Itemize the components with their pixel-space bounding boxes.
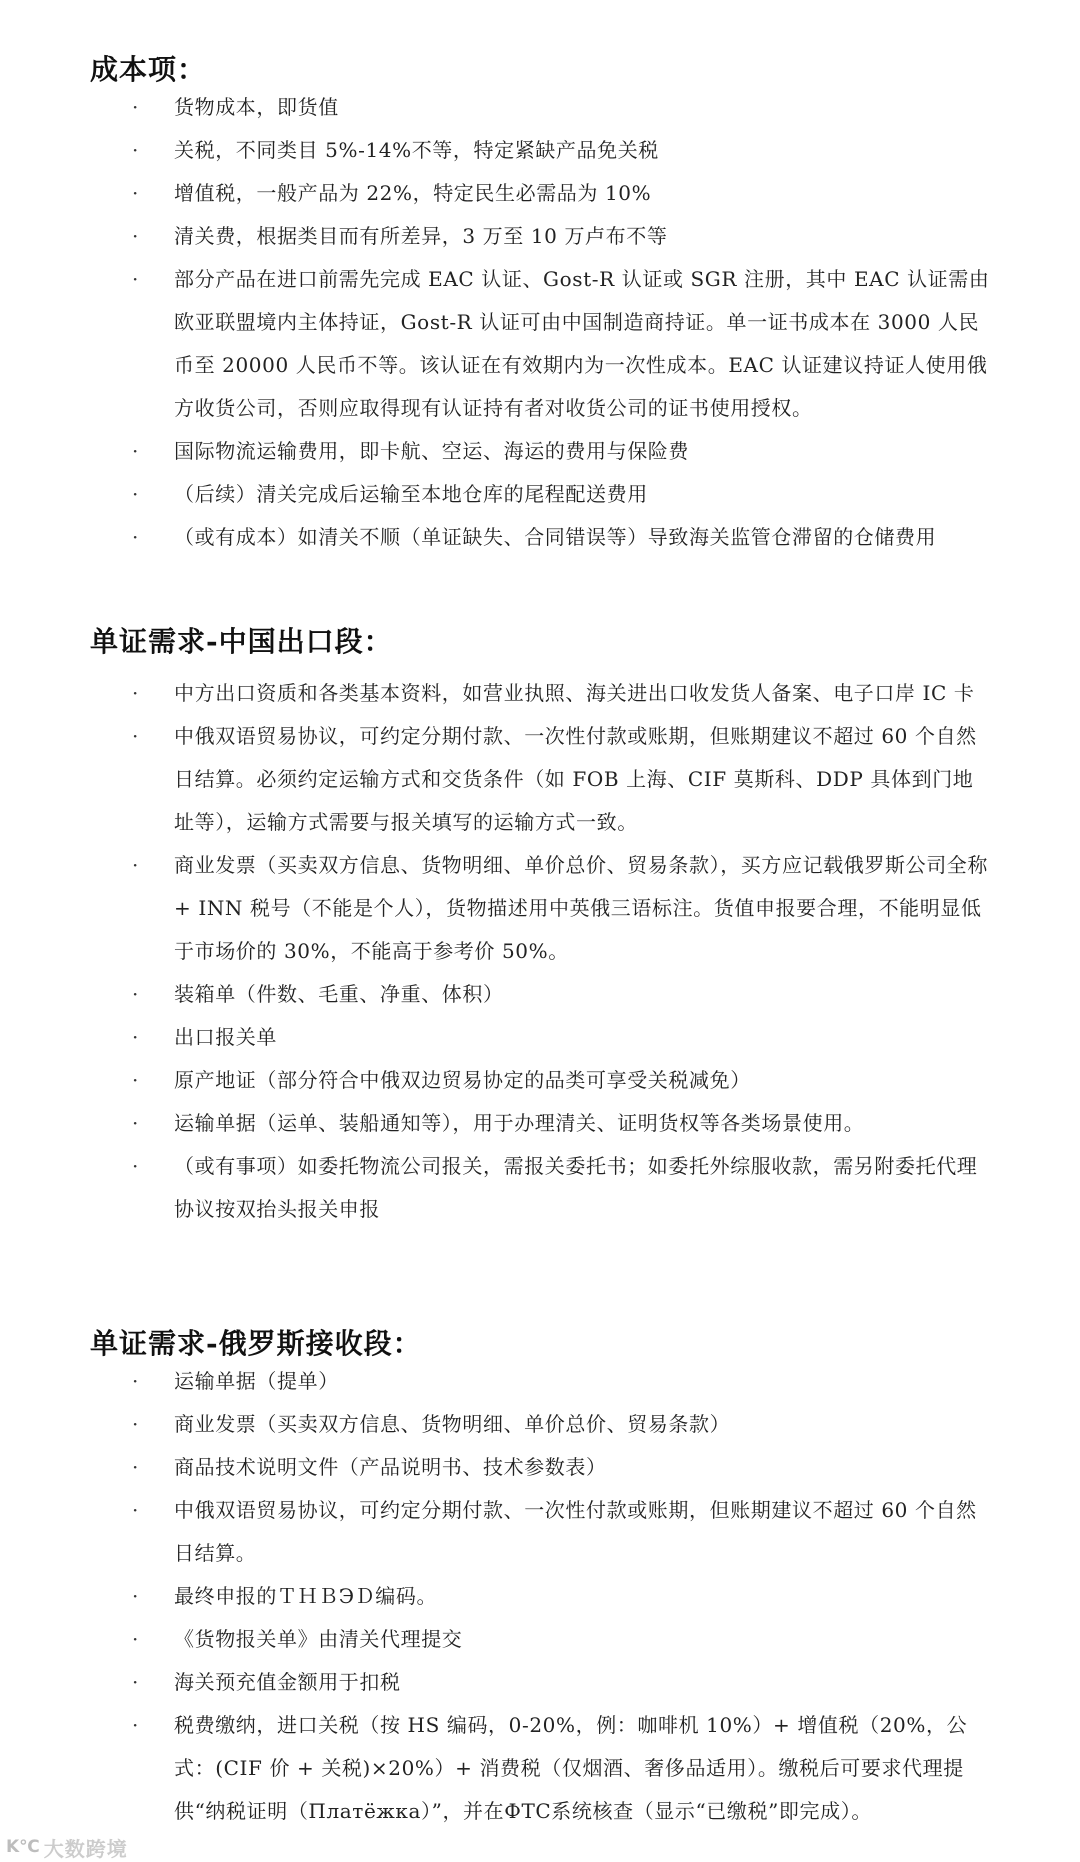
list-item: · 最终申报的ＴＨＢЭＤ编码。	[0, 1575, 1080, 1618]
list-item: · 商品技术说明文件（产品说明书、技术参数表）	[0, 1446, 1080, 1489]
list-item: · 海关预充值金额用于扣税	[0, 1661, 1080, 1704]
bullet-icon: ·	[132, 1111, 139, 1135]
list-item: · 运输单据（运单、装船通知等），用于办理清关、证明货权等各类场景使用。	[0, 1102, 1080, 1145]
bullet-icon: ·	[132, 1068, 139, 1092]
bullet-icon: ·	[132, 681, 139, 705]
section-heading-china-export-docs: 单证需求-中国出口段：	[90, 625, 393, 658]
bullet-icon: ·	[132, 482, 139, 506]
bullet-icon: ·	[132, 1412, 139, 1436]
watermark-logo-icon: K℃	[6, 1837, 40, 1857]
list-item: · 清关费，根据类目而有所差异，3 万至 10 万卢布不等	[0, 215, 1080, 258]
list-item: · 国际物流运输费用，即卡航、空运、海运的费用与保险费	[0, 430, 1080, 473]
list-item: · 出口报关单	[0, 1016, 1080, 1059]
section-heading-cost-items: 成本项：	[90, 53, 207, 86]
list-item: · 装箱单（件数、毛重、净重、体积）	[0, 973, 1080, 1016]
russia-receiving-docs-list	[0, 1360, 1080, 1833]
list-item: · 商业发票（买卖双方信息、货物明细、单价总价、贸易条款）	[0, 1403, 1080, 1446]
bullet-icon: ·	[132, 525, 139, 549]
bullet-icon: ·	[132, 1627, 139, 1651]
bullet-icon: ·	[132, 1369, 139, 1393]
bullet-icon: ·	[132, 138, 139, 162]
bullet-icon: ·	[132, 1498, 139, 1522]
bullet-icon: ·	[132, 1025, 139, 1049]
bullet-icon: ·	[132, 982, 139, 1006]
list-item: · 中俄双语贸易协议，可约定分期付款、一次性付款或账期，但账期建议不超过 60 个自然日结算。	[0, 1489, 1080, 1575]
list-item: · 部分产品在进口前需先完成 EAC 认证、Gost-R 认证或 SGR 注册，其中 EAC 认证需由欧亚联盟境内主体持证，Gost-R 认证可由中国制造商持证。单一证书成本在 3000 人民币至 20000 人民币不等。该认证在有效期内为一次性成本。EAC 认证建议持证人使用俄方收货公司，否则应取得现有认证持有者对收货公司的证书使用授权。	[0, 258, 1080, 430]
list-item: · 货物成本，即货值	[0, 86, 1080, 129]
bullet-icon: ·	[132, 1584, 139, 1608]
bullet-icon: ·	[132, 853, 139, 877]
list-item: · 税费缴纳，进口关税（按 HS 编码，0-20%，例：咖啡机 10%）+ 增值税（20%，公式：(CIF 价 + 关税)×20%）+ 消费税（仅烟酒、奢侈品适用）。缴税后可要求代理提供“纳税证明（Платёжка）”，并在ФТС系统核查（显示“已缴税”即完成）。	[0, 1704, 1080, 1833]
list-item: · （或有成本）如清关不顺（单证缺失、合同错误等）导致海关监管仓滞留的仓储费用	[0, 516, 1080, 559]
bullet-icon: ·	[132, 95, 139, 119]
list-item: · 关税，不同类目 5%-14%不等，特定紧缺产品免关税	[0, 129, 1080, 172]
list-item: · 运输单据（提单）	[0, 1360, 1080, 1403]
bullet-icon: ·	[132, 439, 139, 463]
list-item: · （后续）清关完成后运输至本地仓库的尾程配送费用	[0, 473, 1080, 516]
list-item: · 中俄双语贸易协议，可约定分期付款、一次性付款或账期，但账期建议不超过 60 个自然日结算。必须约定运输方式和交货条件（如 FOB 上海、CIF 莫斯科、DDP 具体到门地址等），运输方式需要与报关填写的运输方式一致。	[0, 715, 1080, 844]
watermark-text: 大数跨境	[43, 1836, 128, 1861]
bullet-icon: ·	[132, 181, 139, 205]
china-export-docs-list	[0, 672, 1080, 1231]
list-item: · 中方出口资质和各类基本资料，如营业执照、海关进出口收发货人备案、电子口岸 IC 卡	[0, 672, 1080, 715]
watermark	[6, 1834, 128, 1860]
list-item: · 增值税，一般产品为 22%，特定民生必需品为 10%	[0, 172, 1080, 215]
bullet-icon: ·	[132, 1670, 139, 1694]
list-item: · （或有事项）如委托物流公司报关，需报关委托书；如委托外综服收款，需另附委托代理协议按双抬头报关申报	[0, 1145, 1080, 1231]
list-item: · 商业发票（买卖双方信息、货物明细、单价总价、贸易条款），买方应记载俄罗斯公司全称 + INN 税号（不能是个人），货物描述用中英俄三语标注。货值申报要合理，不能明显低于市场价的 30%，不能高于参考价 50%。	[0, 844, 1080, 973]
bullet-icon: ·	[132, 1154, 139, 1178]
list-item: · 《货物报关单》由清关代理提交	[0, 1618, 1080, 1661]
bullet-icon: ·	[132, 1455, 139, 1479]
bullet-icon: ·	[132, 724, 139, 748]
cost-items-list	[0, 86, 1080, 559]
bullet-icon: ·	[132, 267, 139, 291]
bullet-icon: ·	[132, 224, 139, 248]
list-item: · 原产地证（部分符合中俄双边贸易协定的品类可享受关税减免）	[0, 1059, 1080, 1102]
bullet-icon: ·	[132, 1713, 139, 1737]
section-heading-russia-receiving-docs: 单证需求-俄罗斯接收段：	[90, 1327, 422, 1360]
